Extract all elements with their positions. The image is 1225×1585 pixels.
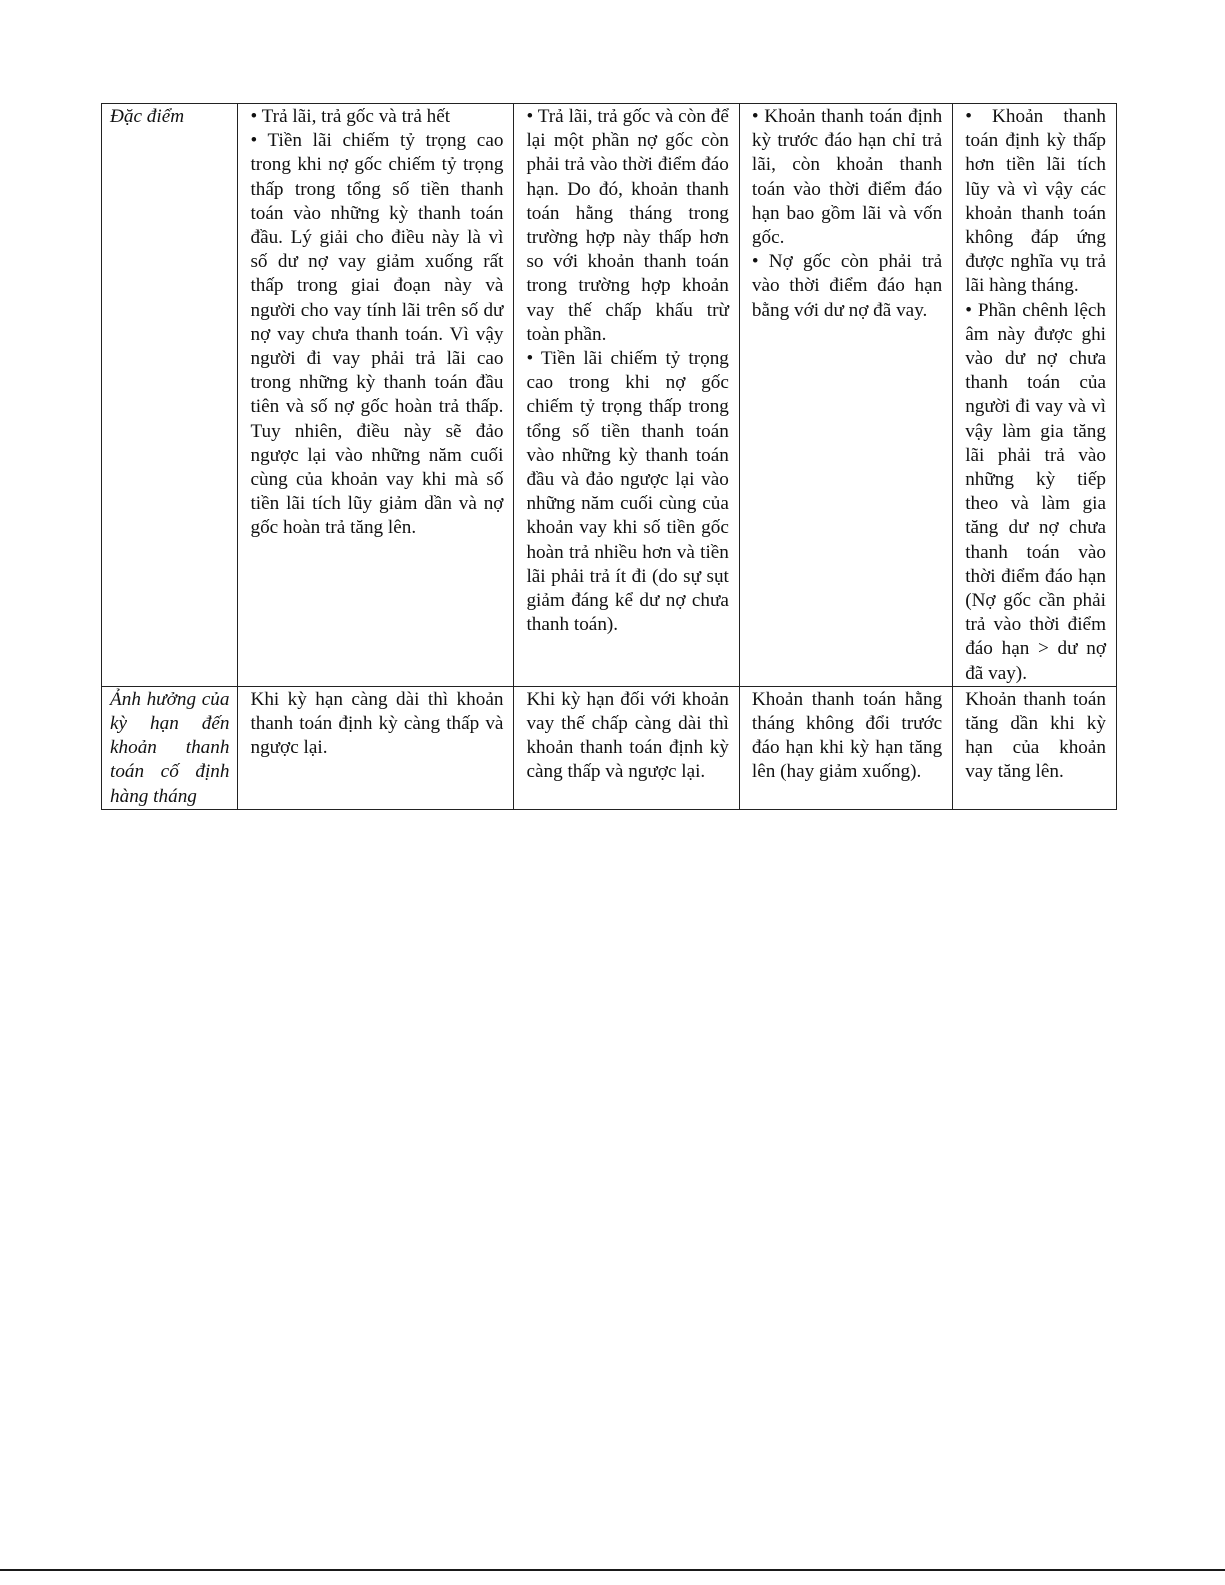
- table-row: [102, 686, 1117, 809]
- table-cell: [739, 104, 952, 687]
- table-cell: [953, 104, 1117, 687]
- page-bottom-rule: [0, 1569, 1225, 1571]
- table-cell: [739, 686, 952, 809]
- row-header-label: Đặc điểm: [110, 106, 185, 127]
- cell-paragraph: • Trả lãi, trả gốc và trả hết: [250, 106, 451, 127]
- comparison-table: [101, 103, 1117, 810]
- cell-paragraph: • Trả lãi, trả gốc và còn để lại một phần nợ gốc còn phải trả vào thời điểm đáo hạn. Do đó, khoản thanh toán hằng tháng trong trường hợp này thấp hơn so với khoản thanh toán trong trường hợp khoản vay thế chấp khấu trừ toàn phần.: [526, 106, 729, 345]
- cell-paragraph: Khi kỳ hạn đối với khoản vay thế chấp càng dài thì khoản thanh toán định kỳ càng thấp và ngược lại.: [526, 688, 729, 783]
- table-cell: [238, 104, 514, 687]
- table-cell: [238, 686, 514, 809]
- table-cell: [953, 686, 1117, 809]
- cell-paragraph: • Khoản thanh toán định kỳ thấp hơn tiền lãi tích lũy và vì vậy các khoản thanh toán không đáp ứng được nghĩa vụ trả lãi hàng tháng.: [965, 106, 1106, 297]
- row-header-characteristics: [102, 104, 238, 687]
- table-row: [102, 104, 1117, 687]
- cell-paragraph: • Phần chênh lệch âm này được ghi vào dư nợ chưa thanh toán của người đi vay và vì vậy làm gia tăng lãi phải trả vào những kỳ tiếp theo và làm gia tăng dư nợ chưa thanh toán vào thời điểm đáo hạn (Nợ gốc cần phải trả vào thời điểm đáo hạn > dư nợ đã vay).: [965, 299, 1106, 684]
- row-header-term-effect: [102, 686, 238, 809]
- cell-paragraph: Khi kỳ hạn càng dài thì khoản thanh toán định kỳ càng thấp và ngược lại.: [250, 688, 504, 759]
- cell-paragraph: • Khoản thanh toán định kỳ trước đáo hạn chỉ trả lãi, còn khoản thanh toán vào thời điểm đáo hạn bao gồm lãi và vốn gốc.: [751, 106, 943, 249]
- cell-paragraph: Khoản thanh toán hằng tháng không đổi trước đáo hạn khi kỳ hạn tăng lên (hay giảm xuống).: [751, 688, 943, 783]
- table-cell: [514, 686, 739, 809]
- table-cell: [514, 104, 739, 687]
- cell-paragraph: • Tiền lãi chiếm tỷ trọng cao trong khi nợ gốc chiếm tỷ trọng thấp trong tổng số tiền thanh toán vào những kỳ thanh toán đầu và đảo ngược lại vào những năm cuối cùng của khoản vay khi số tiền gốc hoàn trả nhiều hơn và tiền lãi phải trả ít đi (do sự sụt giảm đáng kể dư nợ chưa thanh toán).: [526, 348, 729, 636]
- cell-paragraph: • Tiền lãi chiếm tỷ trọng cao trong khi nợ gốc chiếm tỷ trọng thấp trong tổng số tiền thanh toán vào những kỳ thanh toán đầu. Lý giải cho điều này là vì số dư nợ vay giảm xuống rất thấp trong giai đoạn này và người cho vay tính lãi trên số dư nợ vay chưa thanh toán. Vì vậy người đi vay phải trả lãi cao trong những kỳ thanh toán đầu tiên và số nợ gốc hoàn trả thấp. Tuy nhiên, điều này sẽ đảo ngược lại vào những năm cuối cùng của khoản vay khi mà số tiền lãi tích lũy giảm dần và nợ gốc hoàn trả tăng lên.: [250, 130, 504, 539]
- cell-paragraph: Khoản thanh toán tăng dần khi kỳ hạn của khoản vay tăng lên.: [965, 688, 1106, 783]
- cell-paragraph: • Nợ gốc còn phải trả vào thời điểm đáo hạn bằng với dư nợ đã vay.: [751, 251, 943, 321]
- row-header-label: Ảnh hưởng của kỳ hạn đến khoản thanh toán cố định hàng tháng: [110, 688, 230, 807]
